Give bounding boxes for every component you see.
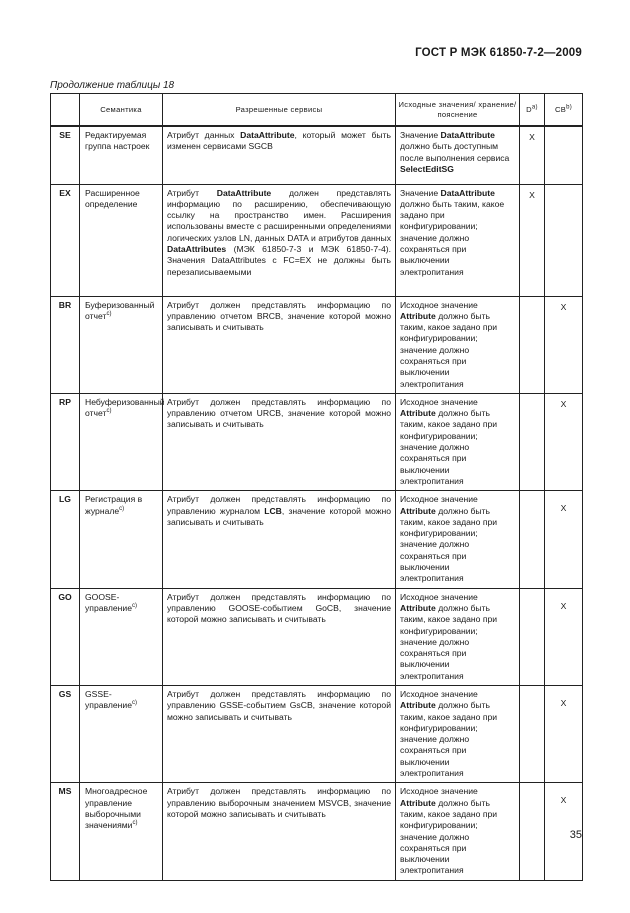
d-mark-cell [520,588,545,685]
fc-code-cell: RP [51,393,80,490]
bold-term: DataAttribute [440,130,495,140]
semantics-text: GOOSE-управление [85,591,132,613]
semantics-text: Многоадресное управление выборочными значениями [85,786,148,831]
col-header-d [520,94,545,127]
fc-code-cell: SE [51,126,80,184]
services-cell [163,686,396,783]
functional-constraints-table [50,93,583,881]
fc-code-cell: EX [51,184,80,296]
table-caption: Продолжение таблицы 18 [50,80,175,91]
semantics-cell [80,491,163,588]
d-mark-cell [520,491,545,588]
services-cell [163,184,396,296]
text-run: , который может быть изменен сервисами SGCB [167,130,392,152]
table-row [51,686,583,783]
services-cell [163,126,396,184]
semantics-cell [80,126,163,184]
bold-term: Attribute [400,602,436,613]
initial-value-cell [396,491,520,588]
col-header-d-footnote: a) [531,103,538,110]
cb-mark-cell: X [545,296,583,393]
text-run: Исходное значение [400,786,478,797]
col-header-cb [545,94,583,127]
initial-value-cell [396,588,520,685]
text-run: Значение [400,187,441,198]
initial-value-cell [396,296,520,393]
table-row [51,296,583,393]
semantics-cell [80,588,163,685]
text-run: должно быть таким, какое задано при конфигурировании; значение должно сохраняться при выключении электропитания [400,602,498,681]
cb-mark-cell: X [545,783,583,880]
text-run: должно быть таким, какое задано при конфигурировании; значение должно сохраняться при выключении электропитания [400,198,505,277]
bold-term: Attribute [400,700,436,711]
text-run: должно быть таким, какое задано при конфигурировании; значение должно сохраняться при выключении электропитания [400,700,498,779]
text-run: должно быть таким, какое задано при конфигурировании; значение должно сохраняться при выключении электропитания [400,505,498,584]
text-run: Атрибут должен представлять информацию по управлению журналом [167,494,391,516]
col-header-cb-footnote: b) [566,103,573,110]
cb-mark-cell [545,126,583,184]
services-cell [163,491,396,588]
table-row [51,393,583,490]
initial-value-cell [396,686,520,783]
fc-code-cell: GS [51,686,80,783]
page-number: 35 [569,829,582,841]
col-header-semantics: Семантика [80,94,163,127]
bold-term: DataAttribute [240,130,295,140]
text-run: Атрибут должен представлять информацию по управлению отчетом URCB, значение которой можно записывать и считывать [167,396,391,430]
initial-value-cell [396,783,520,880]
cb-mark-cell [545,184,583,296]
text-run: Значение [400,130,441,140]
footnote-ref: c) [132,603,137,610]
bold-term: Attribute [400,797,436,808]
text-run: Исходное значение [400,689,478,699]
col-header-d-label: D [526,104,532,114]
col-header-cb-label: CB [554,104,567,114]
table-row [51,126,583,184]
text-run: Атрибут [167,187,217,198]
fc-code-cell: MS [51,783,80,880]
col-header-code [51,94,80,127]
text-run: должно быть доступным после выполнения сервиса [400,141,510,163]
services-cell [163,783,396,880]
fc-code-cell: LG [51,491,80,588]
cb-mark-cell: X [545,393,583,490]
services-cell [163,393,396,490]
semantics-cell [80,393,163,490]
document-header: ГОСТ Р МЭК 61850-7-2—2009 [415,47,582,59]
footnote-ref: c) [106,310,112,317]
col-header-initial: Исходные значения/ хранение/пояснение [396,94,520,127]
cb-mark-cell: X [545,491,583,588]
table-header-row [51,94,583,127]
bold-term: Attribute [400,505,436,516]
footnote-ref: c) [106,408,112,415]
services-cell [163,588,396,685]
text-run: должно быть таким, какое задано при конфигурировании; значение должно сохраняться при выключении электропитания [400,310,498,389]
services-cell [163,296,396,393]
text-run: (МЭК 61850-7-3 и МЭК 61850-7-4). Значения DataAttributes с FC=EX не должны быть перезаписываемыми [167,243,391,277]
semantics-cell [80,184,163,296]
text-run: Исходное значение [400,494,478,505]
text-run: Исходное значение [400,396,478,407]
text-run: Исходное значение [400,591,478,602]
text-run: , значение которой можно записывать и считывать [167,505,391,527]
bold-term: DataAttribute [440,187,495,198]
semantics-cell [80,686,163,783]
text-run: Атрибут данных [167,130,241,140]
text-run: Атрибут должен представлять информацию по управлению отчетом BRCB, значение которой можно записывать и считывать [167,299,391,333]
bold-term: LCB [264,505,282,516]
semantics-text: Буферизованный отчет [85,299,155,321]
semantics-cell [80,296,163,393]
text-run: Атрибут должен представлять информацию по управлению GSSE-событием GsCB, значение которой можно записывать и считывать [167,689,391,722]
d-mark-cell [520,393,545,490]
table-body [51,126,583,880]
fc-code-cell: GO [51,588,80,685]
d-mark-cell [520,686,545,783]
text-run: должен представлять информацию по расширению, обеспечивающую ссылку на пространство имен. Расширения использованы вместе с расширенными определениями логических узлов LN, данных DATA и атрибутов данных [167,187,391,243]
semantics-cell [80,783,163,880]
semantics-text: Регистрация в журнале [85,494,143,516]
semantics-text: GSSE-управление [85,689,132,711]
semantics-text: Редактируемая группа настроек [85,130,150,152]
text-run: должно быть таким, какое задано при конфигурировании; значение должно сохраняться при выключении электропитания [400,797,498,876]
table-row [51,588,583,685]
cb-mark-cell: X [545,686,583,783]
bold-term: Attribute [400,310,436,321]
cb-mark-cell: X [545,588,583,685]
d-mark-cell [520,783,545,880]
semantics-text: Расширенное определение [85,187,140,209]
text-run: Атрибут должен представлять информацию по управлению выборочным значением MSVCB, значение которой можно записывать и считывать [167,786,391,819]
table-row [51,184,583,296]
footnote-ref: c) [132,700,137,707]
fc-code-cell: BR [51,296,80,393]
initial-value-cell [396,184,520,296]
d-mark-cell [520,296,545,393]
bold-term: Attribute [400,408,436,419]
text-run: Атрибут должен представлять информацию по управлению GOOSE-событием GoCB, значение которой можно записывать и считывать [167,591,391,625]
text-run: должно быть таким, какое задано при конфигурировании; значение должно сохраняться при выключении электропитания [400,408,498,486]
d-mark-cell: X [520,184,545,296]
bold-term: DataAttributes [167,243,227,254]
initial-value-cell [396,393,520,490]
semantics-text: Небуферизованный отчет [85,396,165,419]
bold-term: DataAttribute [216,187,272,198]
d-mark-cell: X [520,126,545,184]
col-header-services: Разрешенные сервисы [163,94,396,127]
table-row [51,491,583,588]
table-row [51,783,583,880]
initial-value-cell [396,126,520,184]
footnote-ref: c) [132,820,138,827]
text-run: Исходное значение [400,299,478,310]
bold-term: SelectEditSG [400,163,454,174]
footnote-ref: c) [119,505,125,512]
